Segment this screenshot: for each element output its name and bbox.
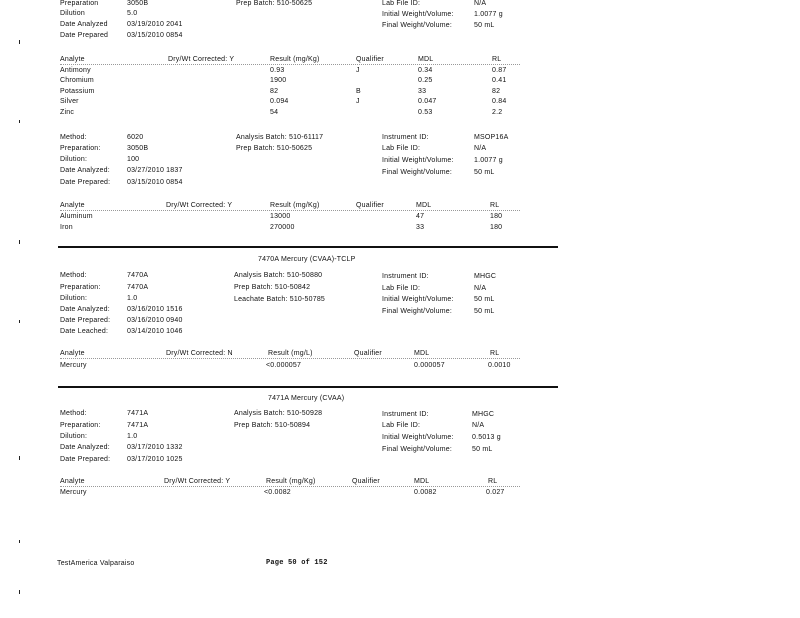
- page-number: Page 50 of 152: [266, 559, 328, 567]
- cell-rl: 0.0010: [488, 362, 511, 369]
- cell-result: 270000: [270, 224, 295, 231]
- field-value: 7471A: [127, 422, 149, 429]
- field-value: MSOP16A: [474, 134, 509, 141]
- leachate-batch: Leachate Batch: 510-50785: [234, 296, 326, 303]
- cell-qualifier: B: [356, 88, 361, 95]
- field-label: Method:: [60, 134, 87, 141]
- cell-rl: 0.027: [486, 489, 505, 496]
- col-header: Result (mg/Kg): [270, 56, 320, 63]
- cell-mdl: 47: [416, 213, 425, 220]
- scan-mark: [19, 40, 20, 44]
- field-label: Final Weight/Volume:: [382, 446, 453, 453]
- field-value: 50 mL: [474, 308, 495, 315]
- field-value: N/A: [472, 422, 485, 429]
- prep-batch: Prep Batch: 510-50625: [236, 145, 313, 152]
- col-header: Dry/Wt Corrected: Y: [168, 56, 235, 63]
- field-value: 5.0: [127, 10, 138, 17]
- footer-lab-name: TestAmerica Valparaiso: [57, 560, 135, 567]
- field-label: Dilution:: [60, 433, 88, 440]
- field-label: Preparation:: [60, 422, 101, 429]
- field-value: 03/16/2010 0940: [127, 317, 183, 324]
- field-label: Method:: [60, 272, 87, 279]
- field-label: Initial Weight/Volume:: [382, 157, 454, 164]
- field-label: Method:: [60, 410, 87, 417]
- section-title: 7471A Mercury (CVAA): [268, 395, 345, 402]
- col-header: RL: [488, 478, 498, 485]
- analysis-batch: Analysis Batch: 510-50928: [234, 410, 323, 417]
- cell-mdl: 0.0082: [414, 489, 437, 496]
- col-header: Analyte: [60, 478, 85, 485]
- header-underline: [60, 210, 520, 212]
- field-value: 3050B: [127, 0, 149, 7]
- cell-mdl: 0.000057: [414, 362, 445, 369]
- field-label: Date Analyzed: [60, 21, 108, 28]
- field-label: Final Weight/Volume:: [382, 22, 453, 29]
- header-underline: [60, 486, 520, 488]
- col-header: Qualifier: [356, 56, 384, 63]
- col-header: MDL: [416, 202, 432, 209]
- field-label: Instrument ID:: [382, 273, 429, 280]
- field-value: MHGC: [474, 273, 497, 280]
- cell-rl: 82: [492, 88, 501, 95]
- col-header: MDL: [414, 350, 430, 357]
- col-header: MDL: [418, 56, 434, 63]
- col-header: Qualifier: [356, 202, 384, 209]
- field-label: Preparation:: [60, 145, 101, 152]
- field-value: 1.0: [127, 433, 138, 440]
- cell-rl: 180: [490, 213, 503, 220]
- cell-analyte: Silver: [60, 98, 79, 105]
- field-value: 50 mL: [474, 22, 495, 29]
- scan-mark: [19, 240, 20, 244]
- col-header: Result (mg/Kg): [266, 478, 316, 485]
- scan-mark: [19, 456, 20, 460]
- cell-mdl: 0.34: [418, 67, 433, 74]
- cell-rl: 0.41: [492, 77, 507, 84]
- field-value: 03/15/2010 0854: [127, 179, 183, 186]
- header-underline: [60, 358, 520, 360]
- field-label: Lab File ID:: [382, 0, 421, 7]
- col-header: MDL: [414, 478, 430, 485]
- cell-mdl: 0.53: [418, 109, 433, 116]
- field-value: 50 mL: [474, 296, 495, 303]
- field-label: Date Analyzed:: [60, 167, 110, 174]
- prep-batch: Prep Batch: 510-50894: [234, 422, 311, 429]
- cell-result: 0.93: [270, 67, 285, 74]
- cell-mdl: 0.25: [418, 77, 433, 84]
- field-value: 100: [127, 156, 140, 163]
- field-label: Initial Weight/Volume:: [382, 296, 454, 303]
- field-value: 7470A: [127, 272, 149, 279]
- field-value: 03/16/2010 1516: [127, 306, 183, 313]
- cell-result: <0.0082: [264, 489, 291, 496]
- field-value: 1.0077 g: [474, 157, 503, 164]
- scan-mark: [19, 590, 20, 594]
- cell-rl: 0.84: [492, 98, 507, 105]
- col-header: Qualifier: [354, 350, 382, 357]
- field-label: Preparation:: [60, 284, 101, 291]
- cell-result: 54: [270, 109, 279, 116]
- col-header: Analyte: [60, 350, 85, 357]
- field-value: 50 mL: [472, 446, 493, 453]
- section-divider: [58, 246, 558, 248]
- cell-mdl: 33: [418, 88, 427, 95]
- col-header: RL: [490, 350, 500, 357]
- col-header: Result (mg/L): [268, 350, 313, 357]
- col-header: RL: [492, 56, 502, 63]
- cell-result: <0.000057: [266, 362, 302, 369]
- col-header: Dry/Wt Corrected: N: [166, 350, 233, 357]
- header-underline: [60, 64, 520, 66]
- field-value: 7471A: [127, 410, 149, 417]
- field-value: MHGC: [472, 411, 495, 418]
- scan-mark: [19, 320, 20, 323]
- col-header: Dry/Wt Corrected: Y: [164, 478, 231, 485]
- field-label: Final Weight/Volume:: [382, 169, 453, 176]
- col-header: Dry/Wt Corrected: Y: [166, 202, 233, 209]
- cell-analyte: Zinc: [60, 109, 75, 116]
- section-title: 7470A Mercury (CVAA)-TCLP: [258, 256, 356, 263]
- field-label: Initial Weight/Volume:: [382, 11, 454, 18]
- cell-result: 13000: [270, 213, 291, 220]
- cell-rl: 0.87: [492, 67, 507, 74]
- section-divider: [58, 386, 558, 388]
- scan-mark: [19, 120, 20, 123]
- field-value: N/A: [474, 0, 487, 7]
- field-label: Date Prepared:: [60, 317, 111, 324]
- col-header: RL: [490, 202, 500, 209]
- field-label: Lab File ID:: [382, 145, 421, 152]
- cell-analyte: Antimony: [60, 67, 91, 74]
- field-label: Dilution:: [60, 156, 88, 163]
- cell-result: 1900: [270, 77, 287, 84]
- field-label: Date Prepared:: [60, 456, 111, 463]
- cell-analyte: Mercury: [60, 489, 87, 496]
- field-label: Instrument ID:: [382, 134, 429, 141]
- cell-qualifier: J: [356, 98, 360, 105]
- field-label: Lab File ID:: [382, 285, 421, 292]
- field-label: Date Analyzed:: [60, 306, 110, 313]
- col-header: Analyte: [60, 56, 85, 63]
- cell-mdl: 0.047: [418, 98, 437, 105]
- cell-mdl: 33: [416, 224, 425, 231]
- cell-qualifier: J: [356, 67, 360, 74]
- prep-batch: Prep Batch: 510-50842: [234, 284, 311, 291]
- field-value: 0.5013 g: [472, 434, 501, 441]
- analysis-batch: Analysis Batch: 510-50880: [234, 272, 323, 279]
- field-label: Date Analyzed:: [60, 444, 110, 451]
- prep-batch: Prep Batch: 510-50625: [236, 0, 313, 7]
- field-value: 03/19/2010 2041: [127, 21, 183, 28]
- field-value: N/A: [474, 285, 487, 292]
- cell-analyte: Chromium: [60, 77, 94, 84]
- field-value: 03/15/2010 0854: [127, 32, 183, 39]
- field-value: 03/17/2010 1332: [127, 444, 183, 451]
- field-label: Lab File ID:: [382, 422, 421, 429]
- cell-analyte: Aluminum: [60, 213, 93, 220]
- field-value: 03/17/2010 1025: [127, 456, 183, 463]
- cell-analyte: Mercury: [60, 362, 87, 369]
- field-value: 1.0: [127, 295, 138, 302]
- field-value: 6020: [127, 134, 144, 141]
- field-label: Date Prepared: [60, 32, 109, 39]
- col-header: Qualifier: [352, 478, 380, 485]
- field-label: Dilution: [60, 10, 85, 17]
- field-label: Preparation: [60, 0, 99, 7]
- cell-rl: 180: [490, 224, 503, 231]
- cell-result: 82: [270, 88, 279, 95]
- field-label: Date Prepared:: [60, 179, 111, 186]
- field-value: 1.0077 g: [474, 11, 503, 18]
- field-label: Final Weight/Volume:: [382, 308, 453, 315]
- field-value: 7470A: [127, 284, 149, 291]
- field-value: 03/27/2010 1837: [127, 167, 183, 174]
- field-value: N/A: [474, 145, 487, 152]
- cell-result: 0.094: [270, 98, 289, 105]
- field-value: 50 mL: [474, 169, 495, 176]
- field-value: 3050B: [127, 145, 149, 152]
- col-header: Analyte: [60, 202, 85, 209]
- field-value: 03/14/2010 1046: [127, 328, 183, 335]
- field-label: Dilution:: [60, 295, 88, 302]
- cell-analyte: Iron: [60, 224, 73, 231]
- field-label: Date Leached:: [60, 328, 109, 335]
- field-label: Instrument ID:: [382, 411, 429, 418]
- scan-mark: [19, 540, 20, 543]
- col-header: Result (mg/Kg): [270, 202, 320, 209]
- cell-analyte: Potassium: [60, 88, 95, 95]
- analysis-batch: Analysis Batch: 510-61117: [236, 134, 324, 141]
- cell-rl: 2.2: [492, 109, 503, 116]
- field-label: Initial Weight/Volume:: [382, 434, 454, 441]
